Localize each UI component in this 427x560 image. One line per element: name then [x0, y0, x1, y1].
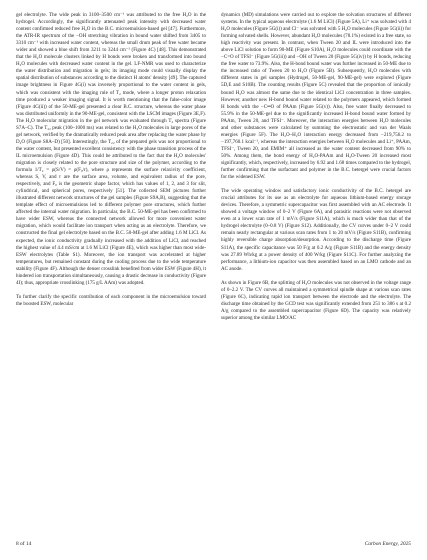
paragraph: The wide operating window and satisfactory ionic conductivity of the B.C. hetergel are crucial attributes for its use as an electrolyte for aqueous lithium-based energy storage devices. Therefore, a symmetric supercapacitor was first assembled with an AC electrode. It showed a voltage window of 0–2 V (Figure 6A), and parasitic reactions were not observed even at a lower scan rate of 1 mV/s (Figure S11A), which is much wider than that of the hydrogel electrolyte (0–0.8 V) (Figure S12). Additionally, the CV curves under 0–2 V could remain nearly rectangular at various scan rates from 1 to 20 mV/s (Figure S11B), confirming highly reversible charge absorption/desorption. According to the discharge time (Figure S11A), the specific capacitance was 50 F/g at 0.2 A/g (Figure S11B) and the energy density was 27.89 Wh/kg at a power density of 400 W/kg (Figure S11C). For further analyzing the performance, a lithium-ion capacitor was then assembled based on an LMO cathode and an AC anode.: [221, 188, 411, 272]
paragraph: gel electrolyte. The wide peak in 3100–3500 cm⁻¹ was attributed to the free H₂O in the hydrogel. Accordingly, the significantly attenuated peak intensity with decreased water content confirmed reduced free H₂O in the B.C. microemulsion-based gel [47]. Furthermore, the ATR-IR spectrum of the −OH stretching vibration in bound water shifted from 3405 to 3310 cm⁻¹ with increased water content, whereas the small drum peak of free water became wider and showed a blue shift from 3211 to 3244 cm⁻¹ (Figure 4C) [48]. This demonstrated that the H₂O molecule clusters linked by H bonds were broken and transformed into bound H₂O molecules with decreased water content in the gel. LF-NMR was used to characterize the water distribution and migration in gels; its imaging mode could visually display the spatial distribution of substances according to the distinct H atoms' density [49]. The captured image brightness in Figure 4G(i) was inversely proportional to the water content in gels, which was consistent with the imaging rule of T₂ mode, where a longer proton relaxation time produced a weaker imaging signal. It is worth mentioning that the false-color image (Figure 4G(ii)) of the 50-ME-gel presented a clear B.C. structure, whereas the water phase was distributed uniformly in the 90-ME-gel, consistent with the LSCM images (Figure 3E,F). The H₂O molecular migration in the gel network was evaluated through T₂ spectra (Figure S7A–C). The T₂₂ peak (100–1000 ms) was related to the H₂O molecules in large pores of the gel network, verified by the dramatically reduced peak area after replacing the water phase by D₂O (Figure S8A–D) [50]. Interestingly, the T₂₂ of the prepared gels was not proportional to the water content, but presented excellent consistency with the phase transition process of the IL microemulsion (Figure 4D). This could be attributed to the fact that the H₂O molecules' migration is closely related to the pore structure and size of the polymer, according to the formula 1/T₂ = ρ(S/V) = ρ(F₀/r), where ρ represents the surface relaxivity coefficient, whereas S, V, and r are the surface area, volume, and equivalent radius of the pore, respectively, and F₀ is the geometric shape factor, which has values of 1, 2, and 3 for slit, cylindrical, and spherical pores, respectively [51]. The collected SEM pictures further illustrated different network structures of the gel samples (Figure S9A,B), suggesting that the template effect of microemulsions led to different polymer pore structures, which further affected the internal water migration. In particular, the B.C. 50-ME-gel has been confirmed to have wider ESW, whereas the connected network allowed for more convenient water migration, which would facilitate ion transport when acting as an electrolyte. Therefore, we constructed the final gel electrolyte based on the B.C. 50-ME-gel after adding 1.6 M LiCl. As expected, the ionic conductivity gradually increased with the addition of LiCl, and reached the highest value of 4.4 mS/cm at 1.6 M LiCl (Figure 4E), which was higher than most wide-ESW electrolytes (Table S1). Moreover, the ion transport was accelerated at higher temperatures, but remained constant during the cooling process due to the wide temperature stability (Figure 4F). Although the denser crosslink benefited from wider ESW (Figure 4H), it hindered ion transportation simultaneously, causing a drastic decrease in conductivity (Figure 4I); thus, appropriate crosslinking (175 g/L AAm) was adopted.: [16, 12, 206, 286]
right-column: [221, 12, 411, 322]
page-number: 8 of 14: [16, 541, 32, 547]
paragraph: To further clarify the specific contribution of each component in the microemulsion toward the boosted ESW, molecular: [16, 293, 206, 307]
left-column: [16, 12, 206, 308]
paragraph: dynamics (MD) simulations were carried out to explore the solvation structures of different systems. In the typical aqueous electrolyte (1.6 M LiCl) (Figure 5A), Li⁺ was solvated with 4 H₂O molecules (Figure 5G(i)) and Cl⁻ was solvated with 5 H₂O molecules (Figure 5G(ii)) for forming solvated shells. However, abundant H₂O molecules (78.1%) existed in a free state, so high reactivity was present. In contrast, when Tween 20 and IL were introduced into the above LiCl solution to form 90-ME (Figure S10A), H₂O molecules could coordinate with the −C=O of TFSI⁻ (Figure 5G(iii)) and −OH of Tween 20 (Figure 5G(iv)) by H bonds, reducing the free water to 73.9%. Also, the H-bond bound water was further increased in 50-ME due to the increased ratio of Tween 20 to H₂O (Figure 5B). Subsequently, H₂O molecules with different states in gel samples (Hydrogel, 50-ME-gel, 90-ME-gel) were explored (Figure 5D,E and S10B). The counting results (Figure 5C) revealed that the proportion of ionically bound H₂O was almost the same due to the identical LiCl concentration in three samples. However, another new H-bond bound water related to the polymers appeared, which formed H bonds with the −C═O of PAAm (Figure 5G(v)). Also, free water finally decreased to 55.9% in the 50-ME-gel due to the significantly increased H-bond bound water formed by PAAm, Tween 20, and TFSI⁻. Moreover, the interaction energies between H₂O molecules and other substances were calculated by summing the electrostatic and van der Waals energies (Figure 5F). The H₂O–H₂O interaction energy decreased from −219,756.2 to −197,760.1 kcal⁻¹, whereas the interaction energies between H₂O molecules and Li⁺, PAAm, TFSI⁻, Tween 20, and EMIM⁺ all increased as the water content decreased from 90% to 50%. Among them, the bond energy of H₂O-PAAm and H₂O-Tween 20 increased most significantly, which, respectively, increased by 6.92 and 1.68 times compared to the hydrogel, further confirming that the surfactant and polymer in the B.C. hetergel were crucial factors for the widened ESW.: [221, 12, 411, 181]
paragraph: As shown in Figure 6B, the splitting of H₂O molecules was not observed in the voltage range of 0–2.2 V. The CV curves all maintained a symmetrical spindle shape at various scan rates (Figure 6C), indicating rapid ion transport between the electrode and the electrolyte. The discharge time obtained by the GCD test was significantly extended from 251 to 386 s at 0.2 A/g compared to the assembled supercapacitor (Figure 6D). The capacity was relatively superior among the similar LMO/AC: [221, 279, 411, 321]
journal-name: Carbon Energy, 2025: [364, 541, 411, 547]
